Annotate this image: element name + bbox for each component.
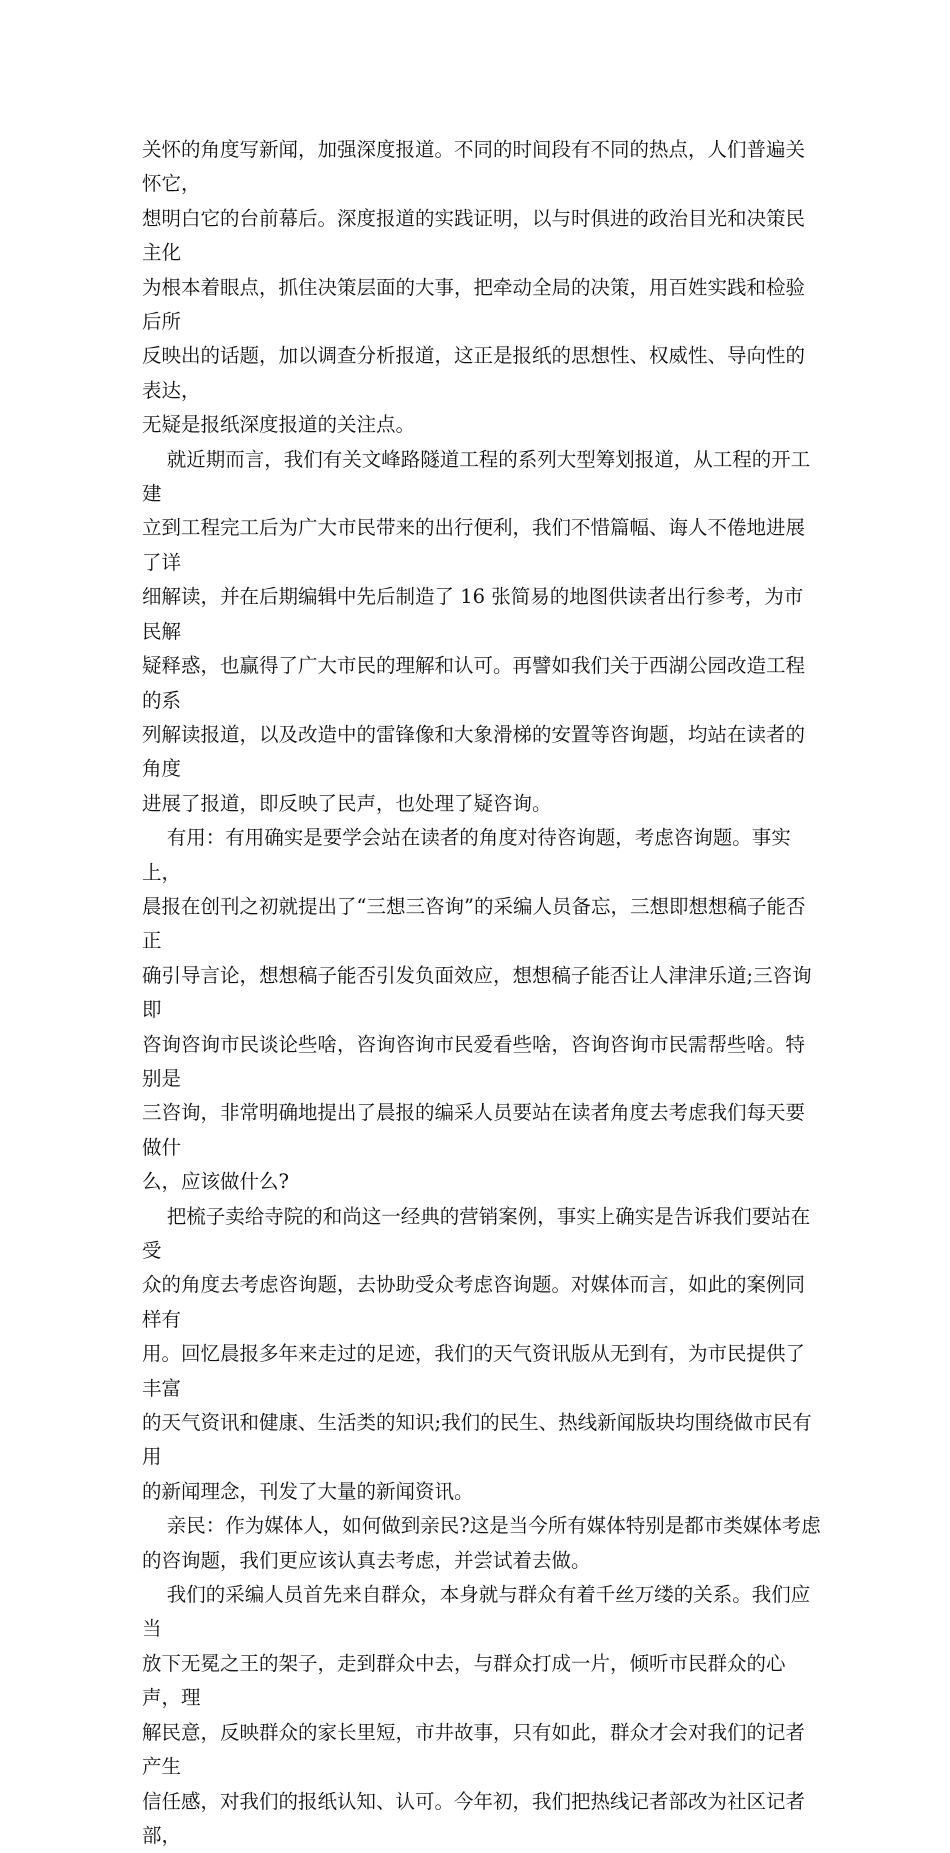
paragraph-1: 关怀的角度写新闻，加强深度报道。不同的时间段有不同的热点，人们普遍关怀它， 想明白它的台前幕后。深度报道的实践证明，以与时俱进的政治目光和决策民主化 为根本着眼点，抓住决策层面的大事，把牵动全局的决策，用百姓实践和检验后所 反映出的话题，加以调查分析报道，这正是报纸的思想性、权威性、导向性的表达， 无疑是报纸深度报道的关注点。 [142, 138, 806, 437]
paragraph-2: 就近期而言，我们有关文峰路隧道工程的系列大型筹划报道，从工程的开工建 立到工程完工后为广大市民带来的出行便利，我们不惜篇幅、诲人不倦地进展了详 细解读，并在后期编辑中先后制造了 16 张简易的地图供读者出行参考，为市民解 疑释惑，也赢得了广大市民的理解和认可。再譬如我们关于西湖公园改造工程的系 列解读报道，以及改造中的雷锋像和大象滑梯的安置等咨询题，均站在读者的角度 进展了报道，即反映了民声，也处理了疑咨询。 [142, 447, 811, 815]
paragraph-4: 把梳子卖给寺院的和尚这一经典的营销案例，事实上确实是告诉我们要站在受 众的角度去考虑咨询题，去协助受众考虑咨询题。对媒体而言，如此的案例同样有 用。回忆晨报多年来走过的足迹，我们的天气资讯版从无到有，为市民提供了丰富 的天气资讯和健康、生活类的知识;我们的民生、热线新闻版块均围绕做市民有用 的新闻理念，刊发了大量的新闻资讯。 [142, 1204, 812, 1503]
paragraph-3: 有用：有用确实是要学会站在读者的角度对待咨询题，考虑咨询题。事实上， 晨报在创刊之初就提出了“三想三咨询”的采编人员备忘，三想即想想稿子能否正 确引导言论，想想稿子能否引发负面效应，想想稿子能否让人津津乐道;三咨询即 咨询咨询市民谈论些啥，咨询咨询市民爱看些啥，咨询咨询市民需帮些啥。特别是 三咨询，非常明确地提出了晨报的编采人员要站在读者角度去考虑我们每天要做什 么，应该做什么? [142, 826, 812, 1194]
document-body [142, 133, 822, 1853]
paragraph-5: 亲民：作为媒体人，如何做到亲民?这是当今所有媒体特别是都市类媒体考虑 的咨询题，我们更应该认真去考虑，并尝试着去做。 [142, 1514, 821, 1572]
paragraph-6: 我们的采编人员首先来自群众，本身就与群众有着千丝万缕的关系。我们应当 放下无冕之王的架子，走到群众中去，与群众打成一片，倾听市民群众的心声，理 解民意，反映群众的家长里短，市井故事，只有如此，群众才会对我们的记者产生 信任感，对我们的报纸认知、认可。今年初，我们把热线记者部改为社区记者部， [142, 1583, 811, 1847]
